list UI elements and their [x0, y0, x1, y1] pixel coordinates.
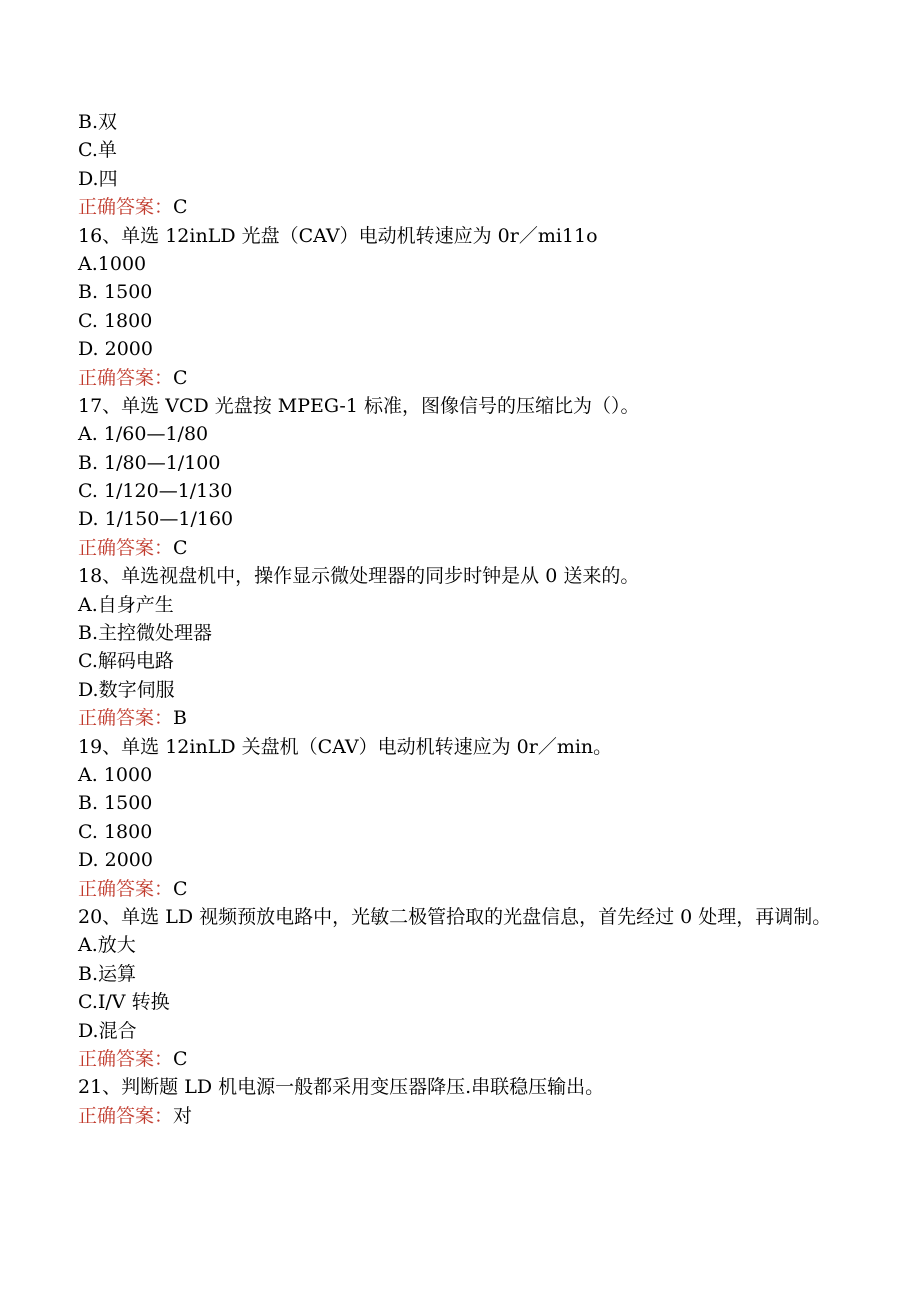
answer-line [78, 875, 838, 903]
question-title: 19、单选 12inLD 关盘机（CAV）电动机转速应为 0r／min。 [78, 735, 613, 758]
question-block [78, 1073, 838, 1130]
option-a: A.1000 [78, 252, 147, 275]
answer-label: 正确答案： [78, 536, 174, 559]
option-d: D. 2000 [78, 338, 153, 361]
answer-line [78, 193, 838, 221]
question-title: 21、判断题 LD 机电源一般都采用变压器降压.串联稳压输出。 [78, 1076, 605, 1099]
option-d: D.混合 [78, 1019, 137, 1042]
question-title: 18、单选视盘机中，操作显示微处理器的同步时钟是从 0 送来的。 [78, 565, 640, 588]
option-a: A.放大 [78, 934, 136, 957]
answer-label: 正确答案： [78, 707, 174, 730]
answer-line [78, 364, 838, 392]
question-block [78, 562, 838, 732]
answer-line [78, 1102, 838, 1130]
answer-value: C [173, 877, 188, 900]
question-block [78, 903, 838, 1073]
document-page [78, 108, 838, 1130]
answer-value: 对 [173, 1104, 193, 1127]
answer-value: C [173, 366, 188, 389]
option-b: B. 1500 [78, 792, 153, 815]
question-block [78, 392, 838, 562]
option-a: A. 1/60—1/80 [78, 423, 209, 446]
question-title: 20、单选 LD 视频预放电路中，光敏二极管拾取的光盘信息，首先经过 0 处理，再调制。 [78, 905, 832, 928]
answer-label: 正确答案： [78, 366, 174, 389]
answer-value: B [173, 707, 187, 730]
option-a: A.自身产生 [78, 593, 174, 616]
answer-label: 正确答案： [78, 1104, 174, 1127]
option-b: B.运算 [78, 962, 137, 985]
option-b: B. 1/80—1/100 [78, 451, 221, 474]
option-b: B. 1500 [78, 281, 153, 304]
option-b: B.主控微处理器 [78, 622, 213, 645]
option-a: A. 1000 [78, 763, 153, 786]
answer-line [78, 534, 838, 562]
answer-label: 正确答案： [78, 1047, 174, 1070]
prelude-block [78, 108, 838, 222]
option-c: C. 1/120—1/130 [78, 480, 233, 503]
answer-value: C [173, 536, 188, 559]
option-d: D. 1/150—1/160 [78, 508, 234, 531]
option-c: C. 1800 [78, 820, 153, 843]
option-c: C.单 [78, 139, 117, 162]
question-title: 16、单选 12inLD 光盘（CAV）电动机转速应为 0r／mi11o [78, 224, 598, 247]
option-c: C. 1800 [78, 309, 153, 332]
answer-value: C [173, 196, 188, 219]
answer-value: C [173, 1047, 188, 1070]
answer-line [78, 704, 838, 732]
option-b: B.双 [78, 111, 118, 133]
option-d: D.数字伺服 [78, 678, 175, 701]
answer-line [78, 1045, 838, 1073]
question-block [78, 222, 838, 392]
answer-label: 正确答案： [78, 196, 174, 219]
question-title: 17、单选 VCD 光盘按 MPEG-1 标准，图像信号的压缩比为（）。 [78, 394, 640, 417]
option-c: C.解码电路 [78, 650, 174, 673]
option-d: D.四 [78, 167, 118, 190]
option-c: C.I/V 转换 [78, 991, 170, 1014]
question-block [78, 733, 838, 903]
answer-label: 正确答案： [78, 877, 174, 900]
option-d: D. 2000 [78, 849, 153, 872]
